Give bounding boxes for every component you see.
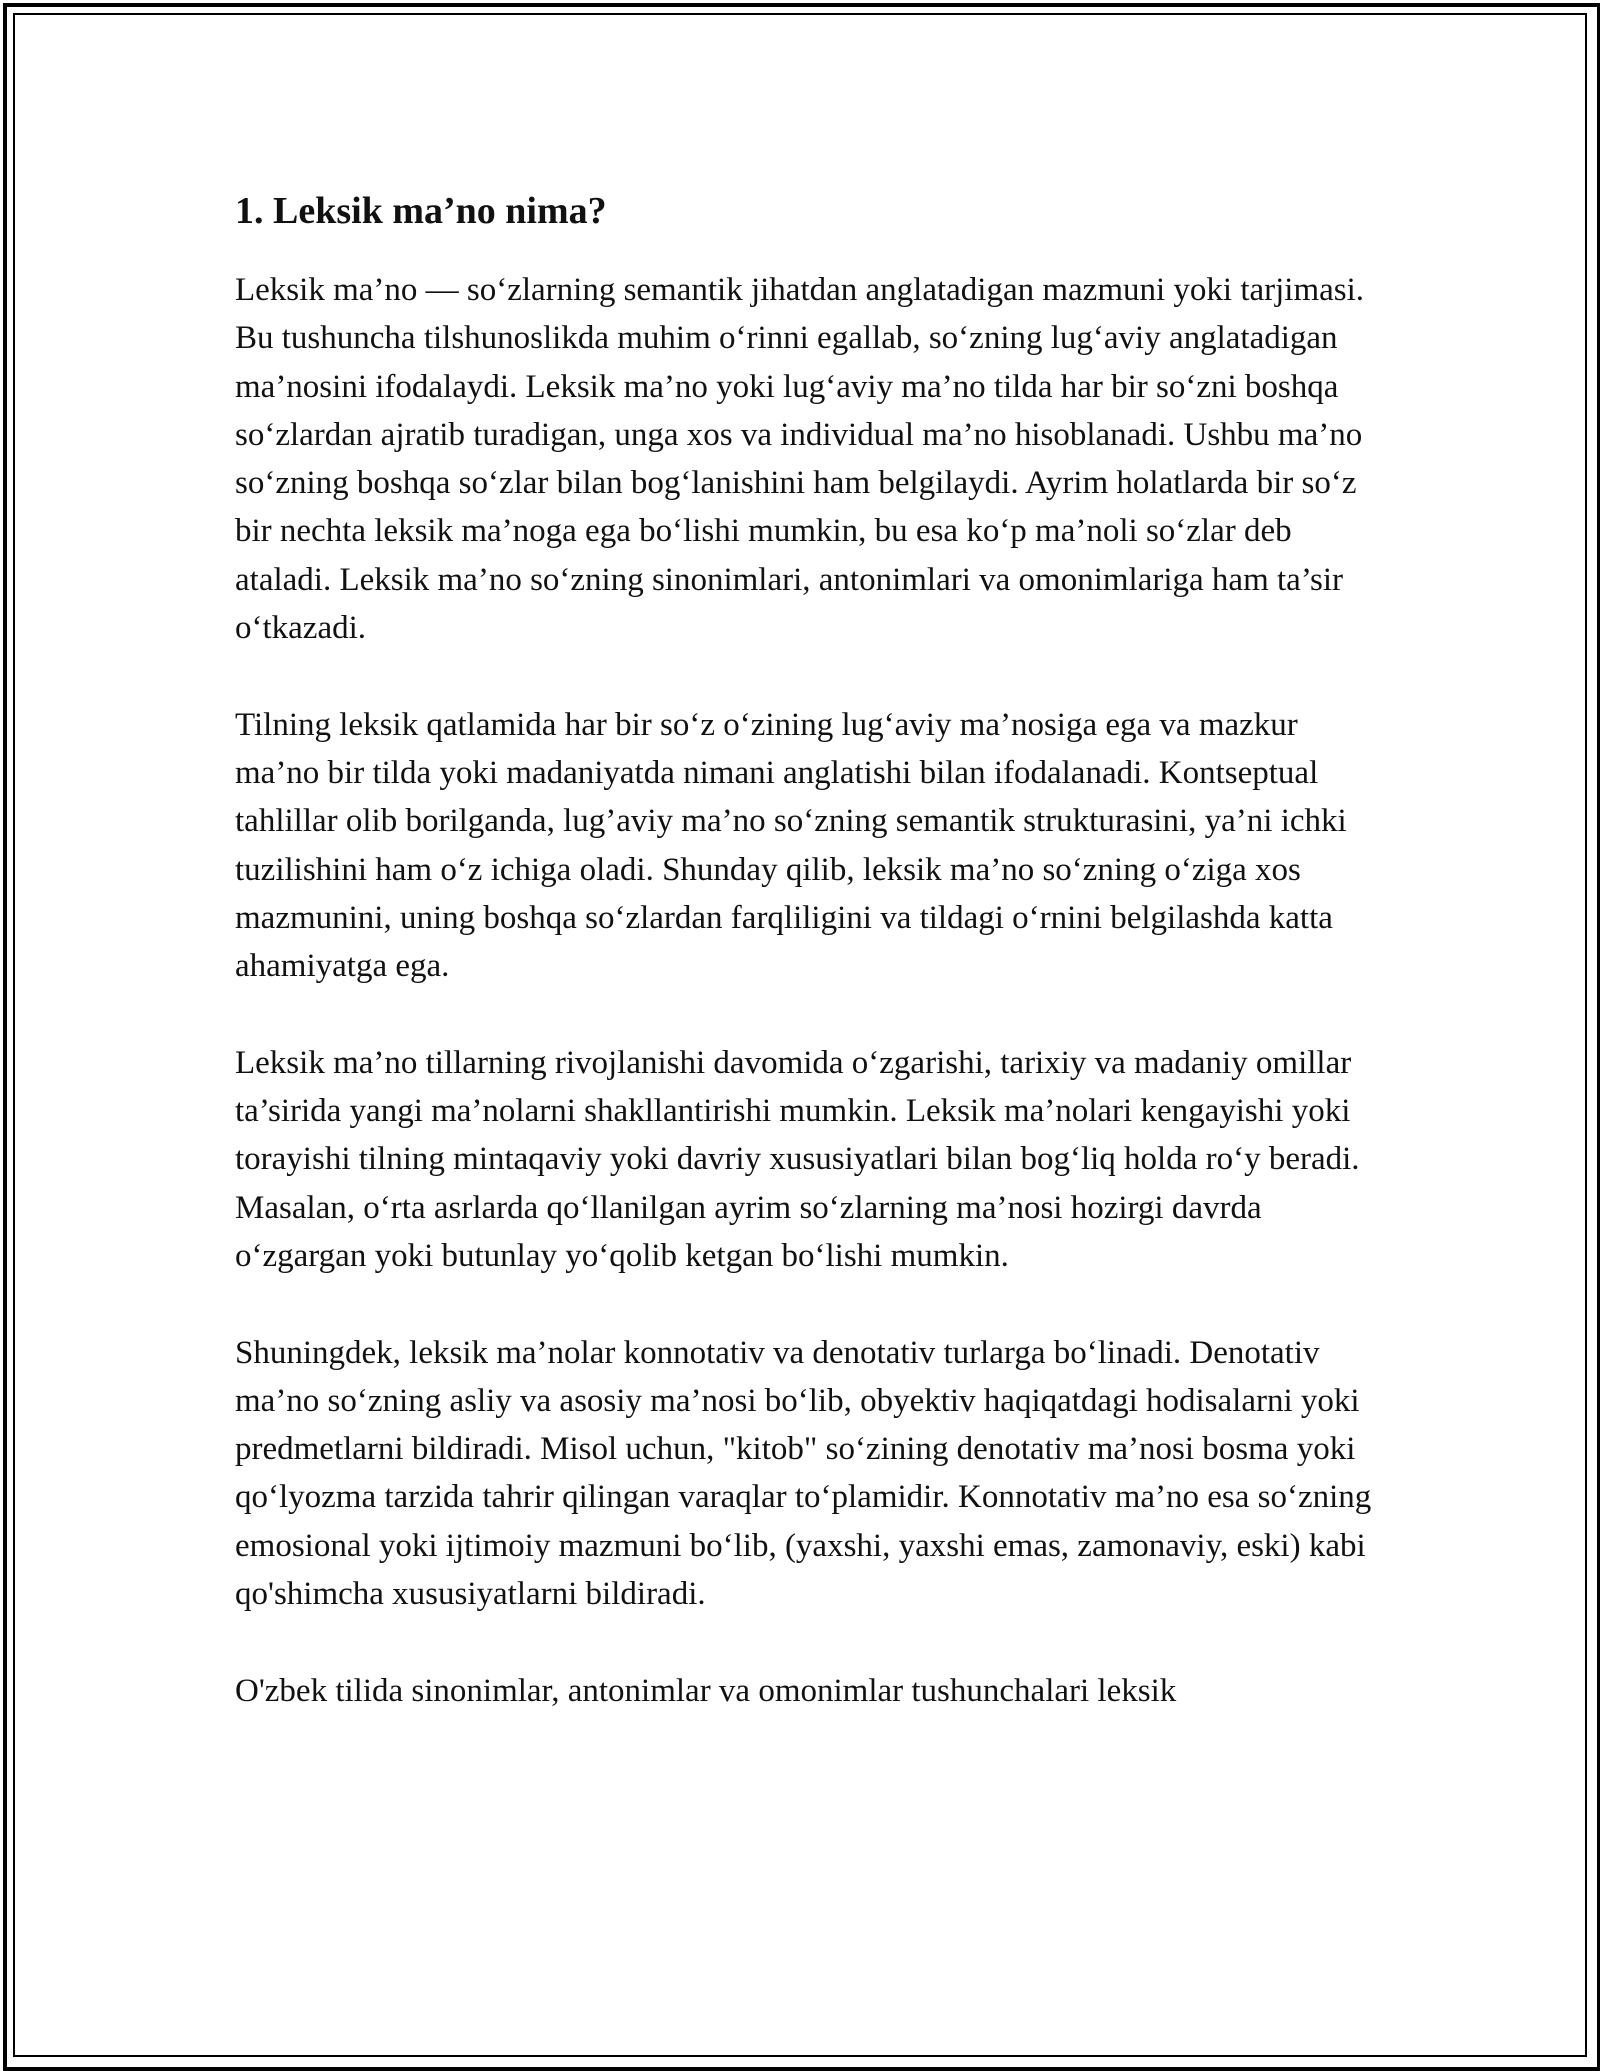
paragraph-2: Tilning leksik qatlamida har bir so‘z o‘zining lug‘aviy ma’nosiga ega va mazkur ma’no bir tilda yoki madaniyatda nimani anglatishi bilan ifodalanadi. Kontseptual tahlillar olib borilganda, lug’aviy ma’no so‘zning semantik strukturasini, ya’ni ichki tuzilishini ham o‘z ichiga oladi. Shunday qilib, leksik ma’no so‘zning o‘ziga xos mazmunini, uning boshqa so‘zlardan farqliligini va tildagi o‘rnini belgilashda katta ahamiyatga ega. bbox=[235, 706, 1347, 985]
paragraph-1: Leksik ma’no — so‘zlarning semantik jihatdan anglatadigan mazmuni yoki tarjimasi. Bu tushuncha tilshunoslikda muhim o‘rinni egallab, so‘zning lug‘aviy anglatadigan ma’nosini ifodalaydi. Leksik ma’no yoki lug‘aviy ma’no tilda har bir so‘zni boshqa so‘zlardan ajratib turadigan, unga xos va individual ma’no hisoblanadi. Ushbu ma’no so‘zning boshqa so‘zlar bilan bog‘lanishini ham belgilaydi. Ayrim holatlarda bir so‘z bir nechta leksik ma’noga ega bo‘lishi mumkin, bu esa ko‘p ma’noli so‘zlar deb ataladi. Leksik ma’no so‘zning sinonimlari, antonimlari va omonimlariga ham ta’sir o‘tkazadi. bbox=[235, 272, 1365, 647]
paragraph-3: Leksik ma’no tillarning rivojlanishi davomida o‘zgarishi, tarixiy va madaniy omillar ta’sirida yangi ma’nolarni shakllantirishi mumkin. Leksik ma’nolari kengayishi yoki torayishi tilning mintaqaviy yoki davriy xususiyatlari bilan bog‘liq holda ro‘y beradi. Masalan, o‘rta asrlarda qo‘llanilgan ayrim so‘zlarning ma’nosi hozirgi davrda o‘zgargan yoki butunlay yo‘qolib ketgan bo‘lishi mumkin. bbox=[235, 1044, 1360, 1274]
section-heading: 1. Leksik ma’no nima? bbox=[235, 190, 607, 232]
paragraph-4: Shuningdek, leksik ma’nolar konnotativ va denotativ turlarga bo‘linadi. Denotativ ma’no so‘zning asliy va asosiy ma’nosi bo‘lib, obyektiv haqiqatdagi hodisalarni yoki predmetlarni bildiradi. Misol uchun, "kitob" so‘zining denotativ ma’nosi bosma yoki qo‘lyozma tarzida tahrir qilingan varaqlar to‘plamidir. Konnotativ ma’no esa so‘zning emosional yoki ijtimoiy mazmuni bo‘lib, (yaxshi, yaxshi emas, zamonaviy, eski) kabi qo'shimcha xususiyatlarni bildiradi. bbox=[235, 1334, 1372, 1613]
document-body bbox=[235, 185, 1375, 1715]
paragraph-5: O'zbek tilida sinonimlar, antonimlar va omonimlar tushunchalari leksik bbox=[235, 1672, 1177, 1709]
